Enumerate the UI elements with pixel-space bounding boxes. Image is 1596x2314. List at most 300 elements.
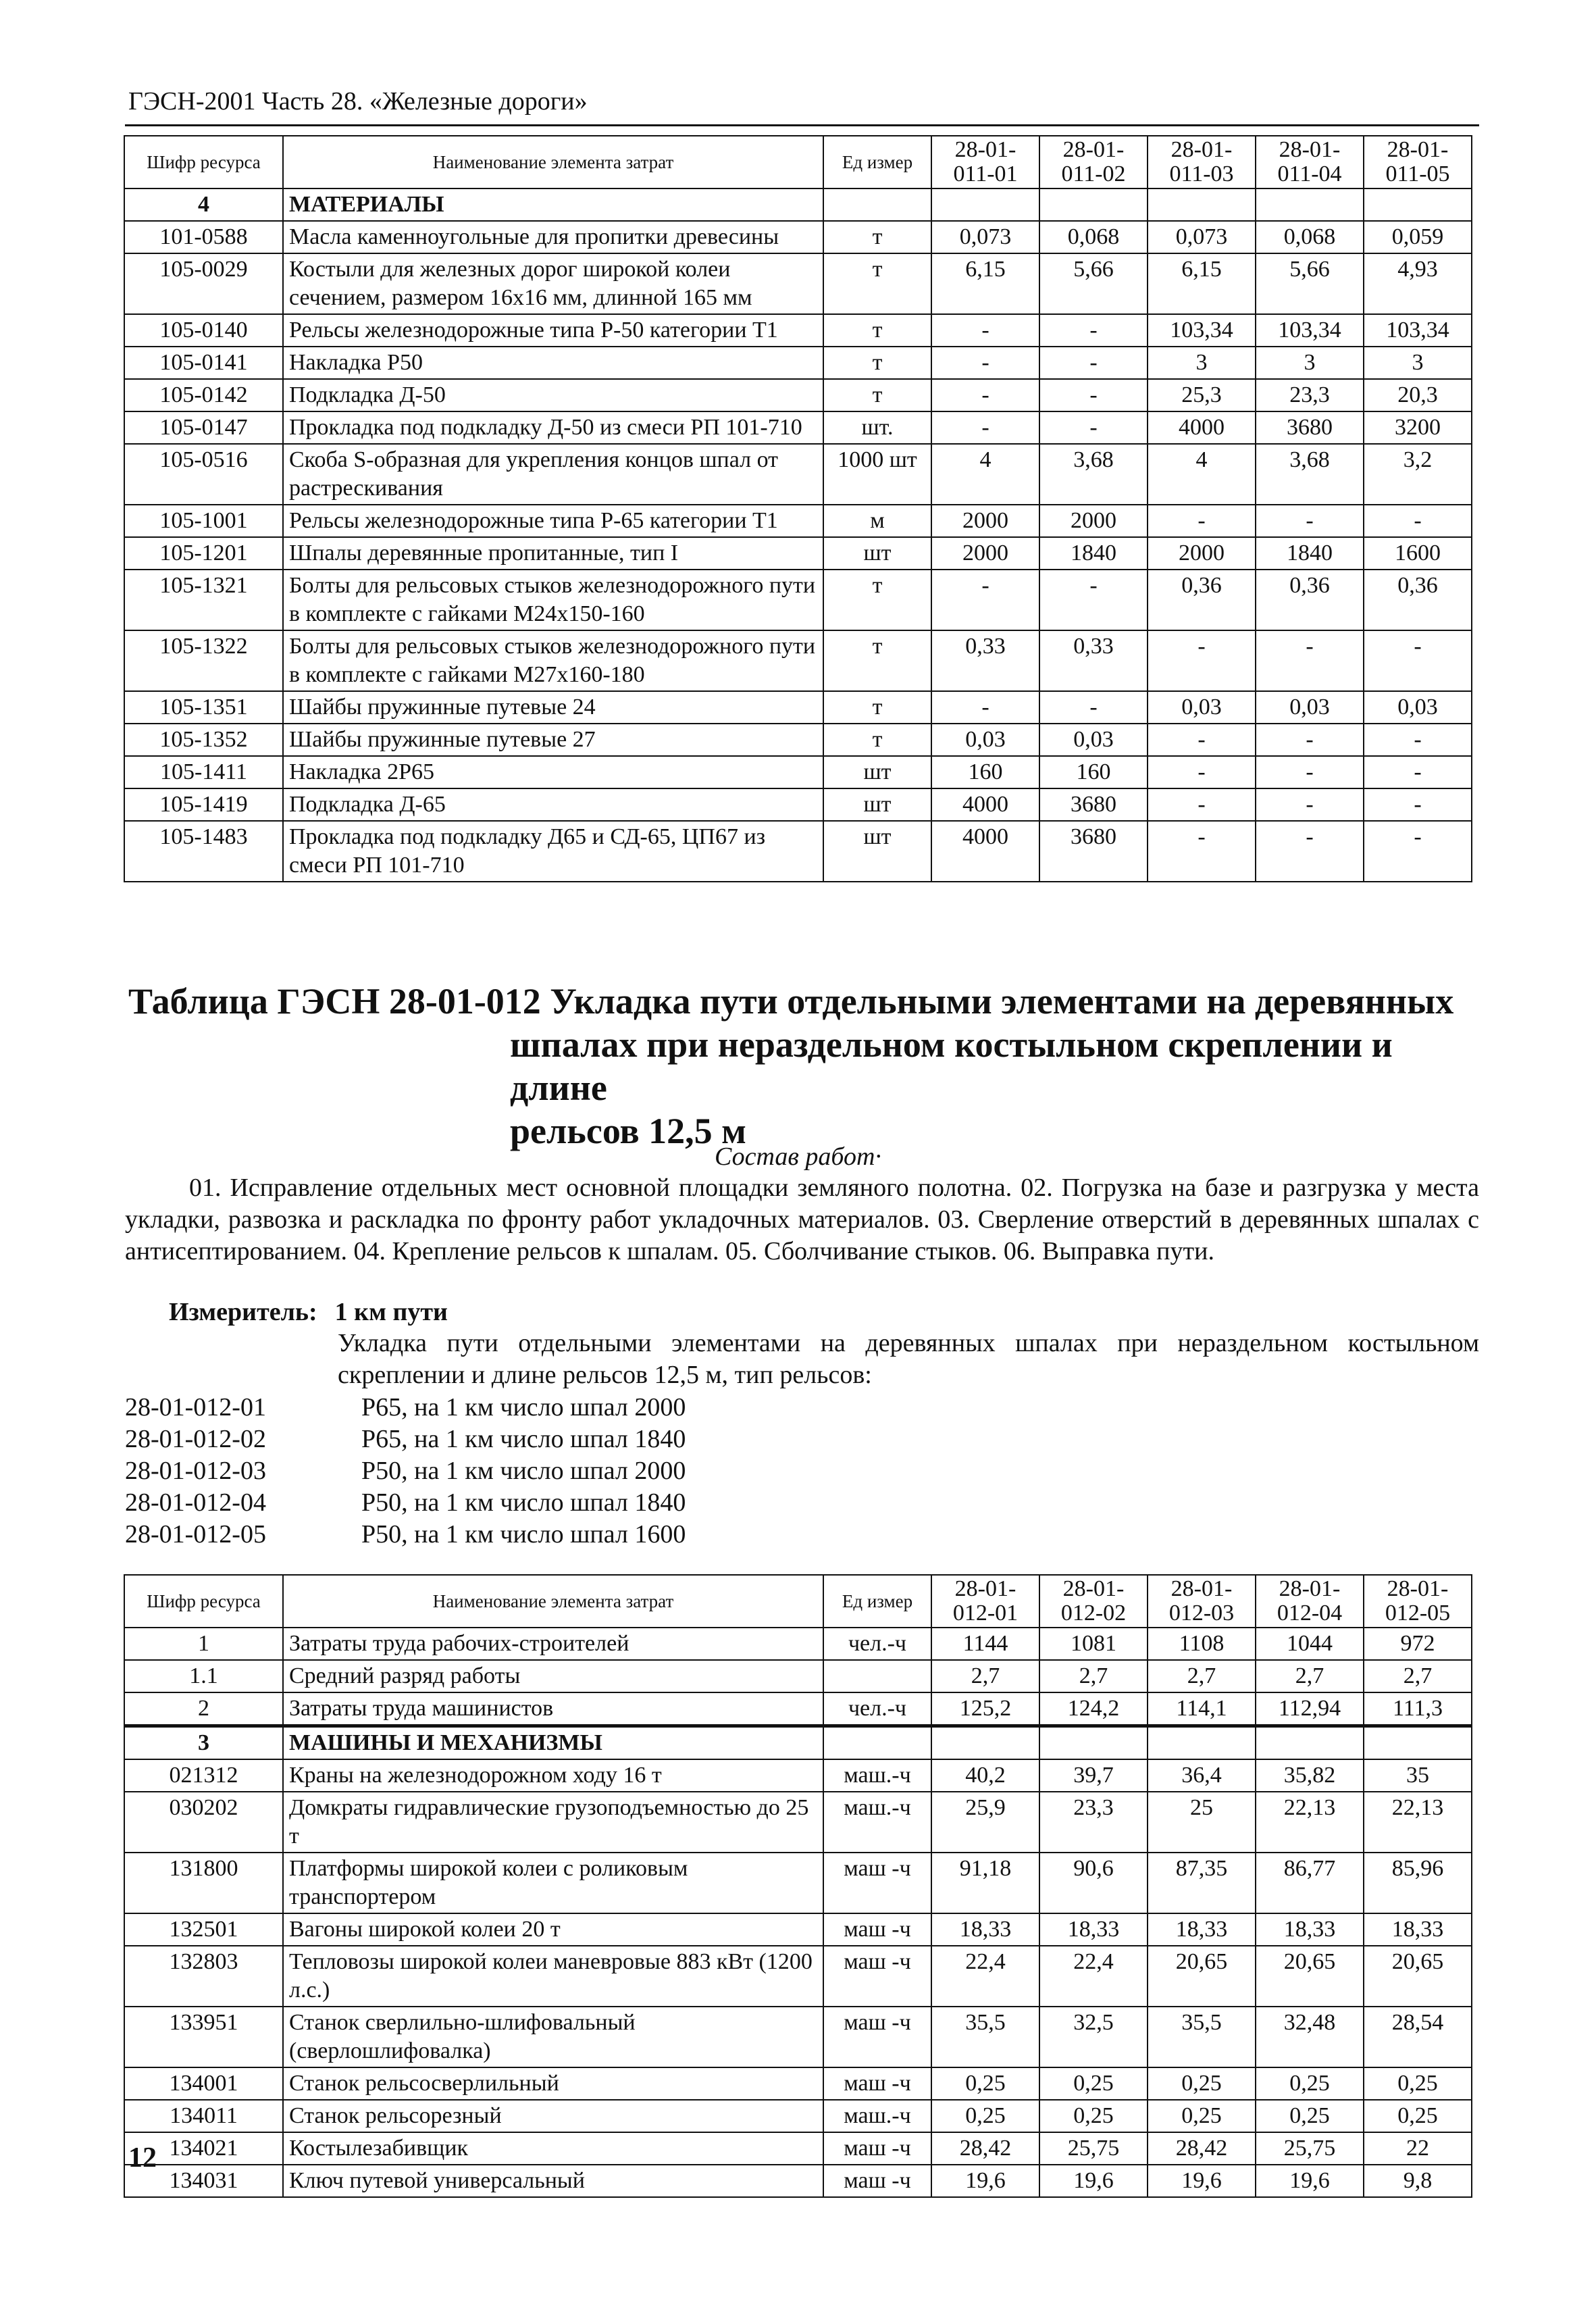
cell-value-1: - — [931, 411, 1039, 444]
cell-value-4: - — [1256, 821, 1364, 882]
cell-value-5: 1600 — [1364, 537, 1472, 570]
table-row — [124, 691, 1472, 724]
cell-name: Накладка 2Р65 — [283, 756, 823, 788]
cell-value-5: 0,03 — [1364, 691, 1472, 724]
cell-value-1: 0,25 — [931, 2100, 1039, 2132]
cell-unit: т — [823, 570, 931, 630]
column-header-variant-4 — [1256, 136, 1364, 188]
cell-value-1: 125,2 — [931, 1692, 1039, 1726]
cell-value-5: 20,65 — [1364, 1946, 1472, 2007]
cell-value-1: - — [931, 570, 1039, 630]
header-line: 012-04 — [1277, 1601, 1343, 1626]
column-header-code: Шифр ресурса — [124, 136, 283, 188]
variant-desc: Р50, на 1 км число шпал 1600 — [361, 1520, 686, 1549]
cell-value-4: 1840 — [1256, 537, 1364, 570]
cell-value-3: 25 — [1148, 1792, 1256, 1853]
cell-value-2: 160 — [1039, 756, 1148, 788]
cell-value-5: 0,059 — [1364, 221, 1472, 253]
cell-code: 131800 — [124, 1853, 283, 1913]
table-header-row — [124, 1575, 1472, 1628]
cell-unit: т — [823, 379, 931, 411]
table-row — [124, 724, 1472, 756]
cell-value-3: 1108 — [1148, 1628, 1256, 1660]
cell-value-2: - — [1039, 314, 1148, 347]
cell-value-4 — [1256, 188, 1364, 221]
work-heading: Состав работ· — [715, 1142, 881, 1171]
table-row — [124, 2007, 1472, 2067]
cell-value-2: 22,4 — [1039, 1946, 1148, 2007]
variant-desc: Р50, на 1 км число шпал 2000 — [361, 1457, 686, 1485]
cell-name: Подкладка Д-50 — [283, 379, 823, 411]
variant-code: 28-01-012-03 — [125, 1457, 266, 1485]
cell-value-3: 0,073 — [1148, 221, 1256, 253]
header-line: 012-02 — [1060, 1601, 1127, 1626]
cell-unit: т — [823, 347, 931, 379]
resources-table — [124, 1574, 1472, 2198]
cell-unit: чел.-ч — [823, 1628, 931, 1660]
cell-value-1: - — [931, 691, 1039, 724]
cell-unit: маш -ч — [823, 2165, 931, 2197]
cell-name: Средний разряд работы — [283, 1660, 823, 1692]
cell-value-5: - — [1364, 821, 1472, 882]
cell-value-1: 91,18 — [931, 1853, 1039, 1913]
cell-name: Домкраты гидравлические грузоподъемностью до 25 т — [283, 1792, 823, 1853]
table-row — [124, 2132, 1472, 2165]
cell-name: Шпалы деревянные пропитанные, тип I — [283, 537, 823, 570]
table-row — [124, 314, 1472, 347]
cell-value-2: - — [1039, 347, 1148, 379]
cell-code: 105-1001 — [124, 505, 283, 537]
variant-list — [125, 1392, 686, 1551]
cell-name: Прокладка под подкладку Д-50 из смеси РП 101-710 — [283, 411, 823, 444]
cell-value-3: 114,1 — [1148, 1692, 1256, 1726]
cell-value-1: 160 — [931, 756, 1039, 788]
header-rule — [125, 124, 1479, 126]
cell-value-3: 18,33 — [1148, 1913, 1256, 1946]
cell-value-4: 0,068 — [1256, 221, 1364, 253]
cell-name: Станок рельсорезный — [283, 2100, 823, 2132]
cell-value-1: - — [931, 314, 1039, 347]
cell-value-4: 1044 — [1256, 1628, 1364, 1660]
cell-code: 134001 — [124, 2067, 283, 2100]
cell-name: Ключ путевой универсальный — [283, 2165, 823, 2197]
cell-code: 134021 — [124, 2132, 283, 2165]
variant-item — [125, 1519, 686, 1551]
table-row — [124, 537, 1472, 570]
cell-value-2: 3680 — [1039, 821, 1148, 882]
cell-code: 134031 — [124, 2165, 283, 2197]
cell-value-4: 0,25 — [1256, 2100, 1364, 2132]
cell-value-3: 20,65 — [1148, 1946, 1256, 2007]
cell-name: Шайбы пружинные путевые 24 — [283, 691, 823, 724]
cell-value-5: 4,93 — [1364, 253, 1472, 314]
cell-value-4: - — [1256, 630, 1364, 691]
cell-value-1: 4000 — [931, 821, 1039, 882]
cell-value-2 — [1039, 188, 1148, 221]
cell-value-3: - — [1148, 630, 1256, 691]
cell-name: Прокладка под подкладку Д65 и СД-65, ЦП67 из смеси РП 101-710 — [283, 821, 823, 882]
cell-unit: т — [823, 253, 931, 314]
variant-desc: Р50, на 1 км число шпал 1840 — [361, 1488, 686, 1517]
cell-code: 105-0142 — [124, 379, 283, 411]
variant-item — [125, 1424, 686, 1455]
table-row — [124, 1692, 1472, 1726]
header-line: 011-01 — [953, 161, 1018, 186]
cell-unit: маш -ч — [823, 2007, 931, 2067]
cell-value-4: 18,33 — [1256, 1913, 1364, 1946]
table-group-row — [124, 188, 1472, 221]
cell-value-5: - — [1364, 505, 1472, 537]
cell-value-3: 0,03 — [1148, 691, 1256, 724]
variant-item — [125, 1455, 686, 1487]
cell-unit: маш -ч — [823, 1853, 931, 1913]
header-line: 011-03 — [1169, 161, 1234, 186]
cell-value-5: 972 — [1364, 1628, 1472, 1660]
cell-value-1: 0,073 — [931, 221, 1039, 253]
column-header-variant-5 — [1364, 136, 1472, 188]
cell-value-3: - — [1148, 756, 1256, 788]
table-row — [124, 1946, 1472, 2007]
cell-value-1: 2,7 — [931, 1660, 1039, 1692]
cell-name: Платформы широкой колеи с роликовым транспортером — [283, 1853, 823, 1913]
cell-code: 105-0141 — [124, 347, 283, 379]
cell-value-2: 0,25 — [1039, 2100, 1148, 2132]
cell-value-5: 111,3 — [1364, 1692, 1472, 1726]
cell-value-3: 28,42 — [1148, 2132, 1256, 2165]
cell-value-2: 19,6 — [1039, 2165, 1148, 2197]
column-header-code: Шифр ресурса — [124, 1575, 283, 1628]
header-line: 28-01- — [1170, 1576, 1233, 1601]
cell-name: Затраты труда рабочих-строителей — [283, 1628, 823, 1660]
cell-value-5: 3,2 — [1364, 444, 1472, 505]
column-header-unit: Ед измер — [823, 1575, 931, 1628]
table-row — [124, 253, 1472, 314]
cell-value-2: 0,068 — [1039, 221, 1148, 253]
cell-value-3: 0,25 — [1148, 2100, 1256, 2132]
cell-value-2: - — [1039, 570, 1148, 630]
cell-value-2: 124,2 — [1039, 1692, 1148, 1726]
cell-value-3: - — [1148, 505, 1256, 537]
cell-code: 4 — [124, 188, 283, 221]
cell-code: 105-1483 — [124, 821, 283, 882]
cell-value-1 — [931, 188, 1039, 221]
cell-value-5: - — [1364, 756, 1472, 788]
cell-value-5: - — [1364, 724, 1472, 756]
cell-value-2: 90,6 — [1039, 1853, 1148, 1913]
cell-value-3: 19,6 — [1148, 2165, 1256, 2197]
table-row — [124, 1660, 1472, 1692]
cell-code: 105-1419 — [124, 788, 283, 821]
cell-name: Рельсы железнодорожные типа Р-50 категории Т1 — [283, 314, 823, 347]
cell-value-1: 22,4 — [931, 1946, 1039, 2007]
cell-code: 105-1351 — [124, 691, 283, 724]
table-row — [124, 1628, 1472, 1660]
header-line: 28-01- — [1387, 137, 1449, 162]
cell-code: 105-0140 — [124, 314, 283, 347]
cell-value-4: 22,13 — [1256, 1792, 1364, 1853]
variants-intro: Укладка пути отдельными элементами на деревянных шпалах при нераздельном костыльном скреплении и длине рельсов 12,5 м, тип рельсов: — [338, 1329, 1479, 1389]
cell-value-5: 2,7 — [1364, 1660, 1472, 1692]
cell-name: Накладка Р50 — [283, 347, 823, 379]
cell-value-4: 86,77 — [1256, 1853, 1364, 1913]
cell-value-5: 35 — [1364, 1759, 1472, 1792]
table-row — [124, 2165, 1472, 2197]
cell-value-4: - — [1256, 788, 1364, 821]
cell-name: Скоба S-образная для укрепления концов шпал от растрескивания — [283, 444, 823, 505]
measure-line — [169, 1297, 448, 1327]
header-line: 012-01 — [952, 1601, 1019, 1626]
cell-value-3 — [1148, 188, 1256, 221]
page-number: 12 — [128, 2142, 157, 2173]
cell-value-1: 6,15 — [931, 253, 1039, 314]
cell-value-2: - — [1039, 379, 1148, 411]
cell-value-3: 0,36 — [1148, 570, 1256, 630]
cell-code: 030202 — [124, 1792, 283, 1853]
cell-value-2: 5,66 — [1039, 253, 1148, 314]
measure-value: 1 км пути — [334, 1298, 448, 1326]
cell-code: 1.1 — [124, 1660, 283, 1692]
cell-value-3: 25,3 — [1148, 379, 1256, 411]
cell-value-5: 22 — [1364, 2132, 1472, 2165]
table-row — [124, 1913, 1472, 1946]
variant-item — [125, 1392, 686, 1424]
header-line: 012-03 — [1168, 1601, 1235, 1626]
table-row — [124, 347, 1472, 379]
variant-item — [125, 1487, 686, 1519]
cell-value-2: 25,75 — [1039, 2132, 1148, 2165]
column-header-variant-4 — [1256, 1575, 1364, 1628]
cell-value-2: 0,25 — [1039, 2067, 1148, 2100]
table-header-row — [124, 136, 1472, 188]
cell-value-4: 32,48 — [1256, 2007, 1364, 2067]
column-header-variant-1 — [931, 1575, 1039, 1628]
cell-value-1: 0,03 — [931, 724, 1039, 756]
cell-name: Болты для рельсовых стыков железнодорожного пути в комплекте с гайками М24х150-160 — [283, 570, 823, 630]
table-row — [124, 1759, 1472, 1792]
cell-value-5: 22,13 — [1364, 1792, 1472, 1853]
cell-value-3: 35,5 — [1148, 2007, 1256, 2067]
title-line-2: шпалах при нераздельном костыльном скреплении и длине — [510, 1024, 1393, 1108]
header-line: 011-05 — [1385, 161, 1450, 186]
cell-unit: шт — [823, 788, 931, 821]
cell-unit: маш.-ч — [823, 2100, 931, 2132]
cell-code: 105-1201 — [124, 537, 283, 570]
table-row — [124, 570, 1472, 630]
cell-value-4: 3,68 — [1256, 444, 1364, 505]
cell-value-5: - — [1364, 630, 1472, 691]
header-line: 28-01- — [954, 1576, 1016, 1601]
cell-value-1: 25,9 — [931, 1792, 1039, 1853]
column-header-name: Наименование элемента затрат — [283, 1575, 823, 1628]
cell-value-4: 23,3 — [1256, 379, 1364, 411]
table-row — [124, 821, 1472, 882]
cell-unit: т — [823, 630, 931, 691]
cell-value-4: 0,36 — [1256, 570, 1364, 630]
table-title — [128, 980, 1479, 1153]
cell-value-2: 39,7 — [1039, 1759, 1148, 1792]
cell-code: 1 — [124, 1628, 283, 1660]
cell-unit: маш -ч — [823, 2067, 931, 2100]
materials-table-body — [124, 188, 1472, 882]
variant-code: 28-01-012-04 — [125, 1488, 266, 1517]
header-line: 28-01- — [1062, 1576, 1125, 1601]
column-header-variant-2 — [1039, 1575, 1148, 1628]
cell-value-2: 1840 — [1039, 537, 1148, 570]
cell-value-2: 2,7 — [1039, 1660, 1148, 1692]
cell-value-5: 0,25 — [1364, 2100, 1472, 2132]
table-row — [124, 630, 1472, 691]
cell-name: МАТЕРИАЛЫ — [283, 188, 823, 221]
column-header-variant-3 — [1148, 136, 1256, 188]
cell-value-1: 0,33 — [931, 630, 1039, 691]
table-row — [124, 505, 1472, 537]
cell-value-3: 2000 — [1148, 537, 1256, 570]
cell-value-4: 3680 — [1256, 411, 1364, 444]
cell-value-1: 40,2 — [931, 1759, 1039, 1792]
cell-value-4: 25,75 — [1256, 2132, 1364, 2165]
table-row — [124, 788, 1472, 821]
cell-value-3 — [1148, 1726, 1256, 1760]
cell-value-2: 32,5 — [1039, 2007, 1148, 2067]
cell-name: Тепловозы широкой колеи маневровые 883 кВт (1200 л.с.) — [283, 1946, 823, 2007]
cell-value-4: 19,6 — [1256, 2165, 1364, 2197]
cell-value-1: 4000 — [931, 788, 1039, 821]
cell-value-1: 1144 — [931, 1628, 1039, 1660]
cell-value-5: 103,34 — [1364, 314, 1472, 347]
cell-value-2: 3680 — [1039, 788, 1148, 821]
cell-value-2: 0,33 — [1039, 630, 1148, 691]
cell-value-1: 0,25 — [931, 2067, 1039, 2100]
title-line-1: Таблица ГЭСН 28-01-012 Укладка пути отдельными элементами на деревянных — [128, 981, 1454, 1022]
cell-value-3: - — [1148, 821, 1256, 882]
cell-name: Краны на железнодорожном ходу 16 т — [283, 1759, 823, 1792]
cell-unit: т — [823, 314, 931, 347]
cell-unit: шт — [823, 756, 931, 788]
cell-value-5: 3200 — [1364, 411, 1472, 444]
cell-value-3: 6,15 — [1148, 253, 1256, 314]
cell-code: 105-1321 — [124, 570, 283, 630]
cell-code: 132501 — [124, 1913, 283, 1946]
cell-value-5: 28,54 — [1364, 2007, 1472, 2067]
table-row — [124, 444, 1472, 505]
cell-value-3: 36,4 — [1148, 1759, 1256, 1792]
cell-value-4: - — [1256, 505, 1364, 537]
cell-value-5: 3 — [1364, 347, 1472, 379]
column-header-name: Наименование элемента затрат — [283, 136, 823, 188]
header-line: 011-02 — [1061, 161, 1126, 186]
cell-unit: маш.-ч — [823, 1792, 931, 1853]
cell-name: Затраты труда машинистов — [283, 1692, 823, 1726]
cell-value-5: 9,8 — [1364, 2165, 1472, 2197]
cell-value-1: 35,5 — [931, 2007, 1039, 2067]
header-line: 28-01- — [1279, 1576, 1341, 1601]
cell-value-1: 19,6 — [931, 2165, 1039, 2197]
cell-value-5: 18,33 — [1364, 1913, 1472, 1946]
cell-value-1: - — [931, 379, 1039, 411]
cell-value-4: 35,82 — [1256, 1759, 1364, 1792]
header-line: 012-05 — [1385, 1601, 1451, 1626]
cell-value-5 — [1364, 1726, 1472, 1760]
column-header-variant-3 — [1148, 1575, 1256, 1628]
cell-unit: шт — [823, 537, 931, 570]
cell-name: Костылезабивщик — [283, 2132, 823, 2165]
cell-name: Станок рельсосверлильный — [283, 2067, 823, 2100]
cell-name: Костыли для железных дорог широкой колеи сечением, размером 16х16 мм, длинной 165 мм — [283, 253, 823, 314]
variant-desc: Р65, на 1 км число шпал 2000 — [361, 1393, 686, 1422]
cell-code: 105-1352 — [124, 724, 283, 756]
cell-unit: маш.-ч — [823, 1759, 931, 1792]
cell-code: 2 — [124, 1692, 283, 1726]
cell-value-1: - — [931, 347, 1039, 379]
cell-code: 021312 — [124, 1759, 283, 1792]
cell-unit: шт — [823, 821, 931, 882]
table-row — [124, 411, 1472, 444]
cell-value-5: 20,3 — [1364, 379, 1472, 411]
cell-value-1: 2000 — [931, 537, 1039, 570]
header-line: 28-01- — [954, 137, 1016, 162]
cell-code: 105-0516 — [124, 444, 283, 505]
cell-unit: м — [823, 505, 931, 537]
table-row — [124, 379, 1472, 411]
header-line: 28-01- — [1170, 137, 1233, 162]
cell-code: 105-1411 — [124, 756, 283, 788]
cell-value-2 — [1039, 1726, 1148, 1760]
cell-name: Масла каменноугольные для пропитки древесины — [283, 221, 823, 253]
header-line: 011-04 — [1277, 161, 1342, 186]
table-group-row — [124, 1726, 1472, 1760]
cell-value-4: 112,94 — [1256, 1692, 1364, 1726]
materials-table — [124, 135, 1472, 882]
cell-value-1: 4 — [931, 444, 1039, 505]
cell-value-2: - — [1039, 691, 1148, 724]
cell-name: Подкладка Д-65 — [283, 788, 823, 821]
cell-value-4: 2,7 — [1256, 1660, 1364, 1692]
variant-code: 28-01-012-01 — [125, 1393, 266, 1422]
cell-code: 105-0029 — [124, 253, 283, 314]
cell-value-5: 0,25 — [1364, 2067, 1472, 2100]
cell-value-4: 0,25 — [1256, 2067, 1364, 2100]
column-header-unit: Ед измер — [823, 136, 931, 188]
cell-value-1: 2000 — [931, 505, 1039, 537]
cell-value-4: 5,66 — [1256, 253, 1364, 314]
cell-value-3: - — [1148, 724, 1256, 756]
table-row — [124, 1853, 1472, 1913]
cell-value-2: 18,33 — [1039, 1913, 1148, 1946]
table-row — [124, 2067, 1472, 2100]
column-header-variant-2 — [1039, 136, 1148, 188]
header-line: 28-01- — [1062, 137, 1125, 162]
cell-unit — [823, 188, 931, 221]
cell-unit: шт. — [823, 411, 931, 444]
cell-unit — [823, 1660, 931, 1692]
cell-unit: т — [823, 691, 931, 724]
cell-code: 101-0588 — [124, 221, 283, 253]
variant-code: 28-01-012-02 — [125, 1425, 266, 1453]
cell-value-3: 4000 — [1148, 411, 1256, 444]
cell-name: Шайбы пружинные путевые 27 — [283, 724, 823, 756]
cell-name: Вагоны широкой колеи 20 т — [283, 1913, 823, 1946]
cell-value-5: 0,36 — [1364, 570, 1472, 630]
cell-value-2: - — [1039, 411, 1148, 444]
cell-name: Рельсы железнодорожные типа Р-65 категории Т1 — [283, 505, 823, 537]
cell-value-4: 3 — [1256, 347, 1364, 379]
cell-value-4: 20,65 — [1256, 1946, 1364, 2007]
cell-value-3: 0,25 — [1148, 2067, 1256, 2100]
table-row — [124, 756, 1472, 788]
cell-value-1 — [931, 1726, 1039, 1760]
cell-unit: маш -ч — [823, 1913, 931, 1946]
cell-value-5: - — [1364, 788, 1472, 821]
